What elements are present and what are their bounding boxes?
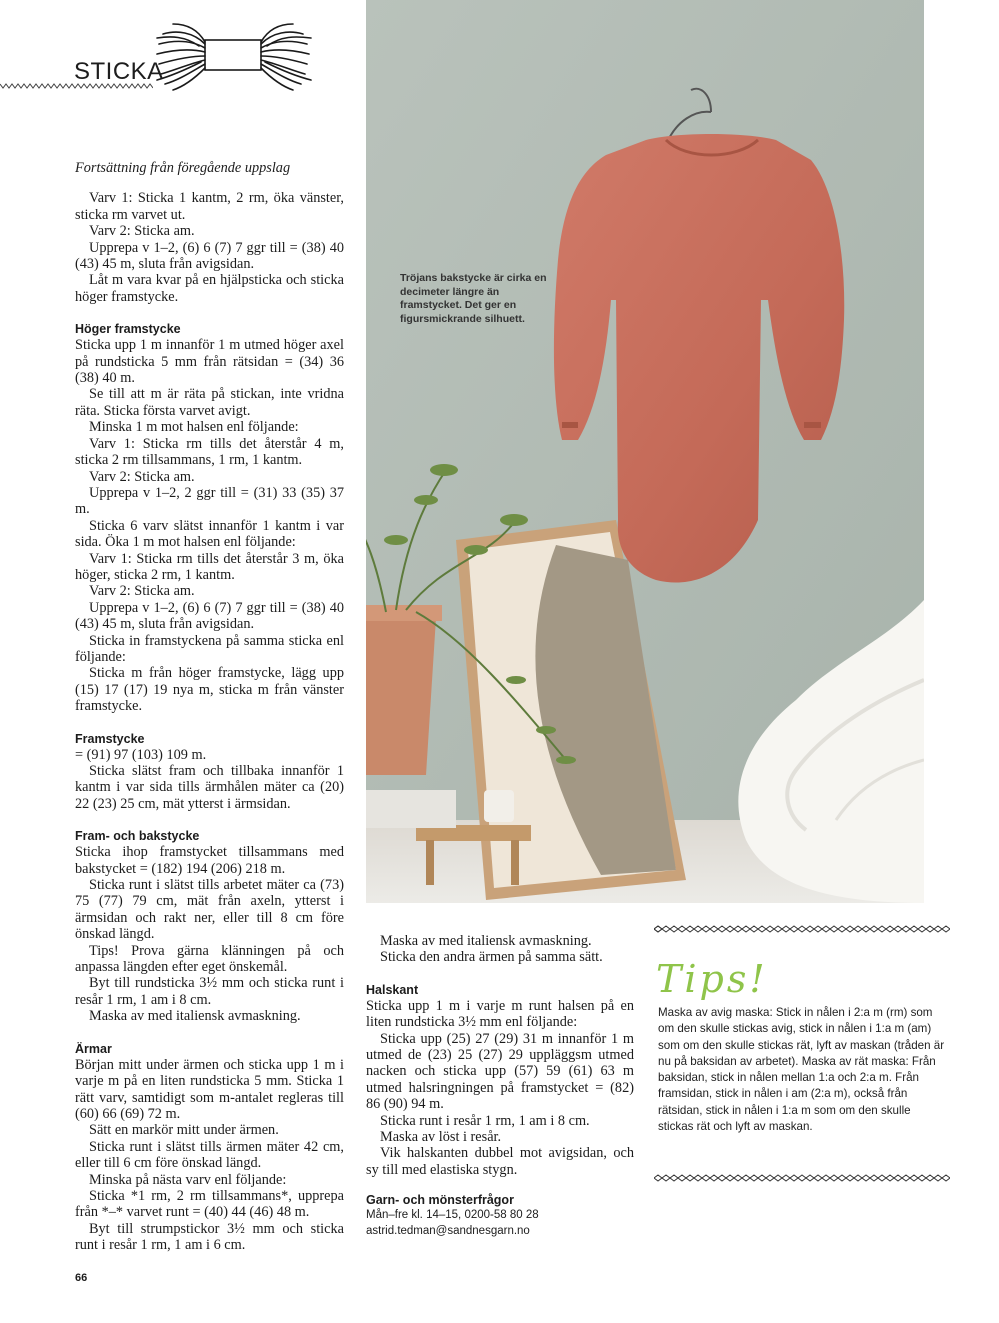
paragraph: Byt till strumpstickor 3½ mm och sticka runt i resår 1 rm, 1 am i 6 cm. <box>75 1220 344 1254</box>
contact-email: astrid.tedman@sandnesgarn.no <box>366 1224 530 1237</box>
page-number: 66 <box>75 1272 88 1284</box>
contact-heading: Garn- och mönsterfrågor <box>366 1193 514 1208</box>
paragraph: Sticka runt i slätst tills arbetet mäter ca (73) 75 (77) 79 cm, mät från axeln, ytterst i ärmsidan och rakt ner, eller till 8 cm före önskad längd. <box>75 877 344 943</box>
heading-hoger-framstycke: Höger framstycke <box>75 322 181 337</box>
sweater-dress-photo <box>366 0 924 903</box>
paragraph: Upprepa v 1–2, (6) 6 (7) 7 ggr till = (38) 40 (43) 45 m, sluta från avigsidan. <box>75 599 344 633</box>
diamond-border-bottom <box>654 1174 950 1182</box>
paragraph: Varv 2: Sticka am. <box>89 468 195 485</box>
paragraph: Varv 1: Sticka 1 kantm, 2 rm, öka vänster, sticka rm varvet ut. <box>75 190 344 223</box>
paragraph: Låt m vara kvar på en hjälpsticka och sticka höger framstycke. <box>75 272 344 305</box>
paragraph: Sticka runt i slätst tills ärmen mäter 42 cm, eller till 6 cm före önskad längd. <box>75 1138 344 1172</box>
paragraph: Sticka upp (25) 27 (29) 31 m innanför 1 m utmed de (23) 25 (27) 29 uppläggsm utmed nacken och sticka upp (57) 59 (61) 63 m utmed halsringningen på framstycket = (82) 86 (90) 94 m. <box>366 1030 634 1113</box>
instructions-column-left <box>75 160 344 1254</box>
contact-hours: Mån–fre kl. 14–15, 0200-58 80 28 <box>366 1209 539 1222</box>
paragraph: = (91) 97 (103) 109 m. <box>75 746 207 763</box>
paragraph: Varv 2: Sticka am. <box>89 223 195 240</box>
paragraph: Maska av med italiensk avmaskning. <box>89 1008 301 1025</box>
paragraph: Sticka slätst fram och tillbaka innanför 1 kantm i var sida tills ärmhålen mäter ca (20) 22 (23) 25 cm, mät ytterst i ärmsidan. <box>75 763 344 812</box>
paragraph: Varv 2: Sticka am. <box>89 583 195 600</box>
paragraph: Upprepa v 1–2, 2 ggr till = (31) 33 (35) 37 m. <box>75 484 344 518</box>
paragraph: Sticka upp 1 m innanför 1 m utmed höger axel på rundsticka 5 mm från rätsidan = (34) 36 (38) 40 m. <box>75 337 344 387</box>
page-header <box>0 0 365 90</box>
tips-body: Maska av avig maska: Stick in nålen i 2:a m (rm) som om den skulle stickas avig, stick in nålen i 1:a m (am) som om den skulle stickas rät, lyft av maskan (tråden är nu på baksidan av arbetet). Maska av rät maska: Från baksidan, stick in nålen mellan 1:a och 2:a m. Från framsidan, stick in nålen i am (2:a m), också från rätsidan, stick in nålen i 1:a m som om den skulle stickas rät och lyft av maskan. <box>658 1006 945 1134</box>
tips-box <box>654 925 950 1134</box>
paragraph: Varv 1: Sticka rm tills det återstår 3 m, öka höger, sticka 2 rm, 1 kantm. <box>75 550 344 583</box>
paragraph: Vik halskanten dubbel mot avigsidan, och sy till med elastiska stygn. <box>366 1145 634 1178</box>
section-label: STICKA <box>74 58 164 85</box>
instructions-column-middle <box>366 933 634 1239</box>
paragraph: Sticka in framstyckena på samma sticka enl följande: <box>75 632 344 665</box>
heading-fram-och-bakstycke: Fram- och bakstycke <box>75 829 200 844</box>
paragraph: Upprepa v 1–2, (6) 6 (7) 7 ggr till = (38) 40 (43) 45 m, sluta från avigsidan. <box>75 239 344 273</box>
photo-caption: Tröjans bakstycke är cirka en decimeter längre än framstycket. Det ger en figursmickrande silhuett. <box>400 272 547 325</box>
paragraph: Minska 1 m mot halsen enl följande: <box>89 419 299 436</box>
heading-framstycke: Framstycke <box>75 731 145 746</box>
continuation-note: Fortsättning från föregående uppslag <box>75 160 291 176</box>
paragraph: Se till att m är räta på stickan, inte vridna räta. Sticka första varvet avigt. <box>75 386 344 419</box>
paragraph: Sticka m från höger framstycke, lägg upp (15) 17 (17) 19 nya m, sticka m från vänster framstycke. <box>75 665 344 715</box>
contact-info <box>366 1192 634 1239</box>
paragraph: Sticka 6 varv slätst innanför 1 kantm i var sida. Öka 1 m mot halsen enl följande: <box>75 517 344 551</box>
paragraph: Sticka ihop framstycket tillsammans med bakstycket = (182) 194 (206) 218 m. <box>75 844 344 877</box>
paragraph: Tips! Prova gärna klänningen på och anpassa längden efter eget önskemål. <box>75 942 344 976</box>
paragraph: Maska av med italiensk avmaskning. <box>380 933 592 949</box>
paragraph: Början mitt under ärmen och sticka upp 1 m i varje m på en liten rundsticka 5 mm. Sticka 1 rätt varv, samtidigt som m-antalet regleras till (60) 66 (69) 72 m. <box>75 1056 344 1122</box>
paragraph: Maska av löst i resår. <box>380 1129 502 1146</box>
heading-armar: Ärmar <box>75 1041 112 1056</box>
tips-title: Tips! <box>656 957 768 1001</box>
yarn-skein-icon <box>155 22 315 92</box>
paragraph: Sticka runt i resår 1 rm, 1 am i 8 cm. <box>380 1112 590 1129</box>
paragraph: Sticka upp 1 m i varje m runt halsen på en liten rundsticka 3½ mm enl följande: <box>366 997 634 1031</box>
paragraph: Sätt en markör mitt under ärmen. <box>89 1122 279 1139</box>
paragraph: Byt till rundsticka 3½ mm och sticka runt i resår 1 rm, 1 am i 8 cm. <box>75 975 344 1008</box>
zigzag-rule <box>0 83 153 89</box>
paragraph: Minska på nästa varv enl följande: <box>89 1171 287 1188</box>
paragraph: Varv 1: Sticka rm tills det återstår 4 m, sticka 2 rm tillsammans, 1 rm, 1 kantm. <box>75 435 344 469</box>
heading-halskant: Halskant <box>366 982 419 997</box>
paragraph: Sticka den andra ärmen på samma sätt. <box>380 949 603 966</box>
diamond-border-top <box>654 925 950 933</box>
paragraph: Sticka *1 rm, 2 rm tillsammans*, upprepa från *–* varvet runt = (40) 44 (46) 48 m. <box>75 1187 344 1221</box>
